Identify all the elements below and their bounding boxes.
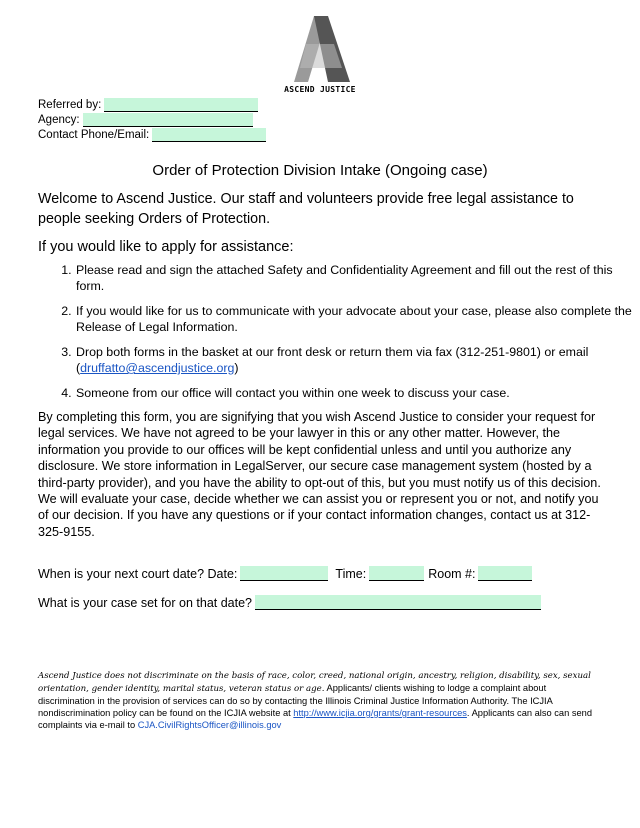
contact-field[interactable] xyxy=(152,128,266,142)
court-room-field[interactable] xyxy=(478,566,532,581)
case-purpose-label: What is your case set for on that date? xyxy=(38,596,253,610)
referred-by-field[interactable] xyxy=(104,98,258,112)
court-time-field[interactable] xyxy=(369,566,424,581)
agency-row xyxy=(38,113,253,127)
apply-heading: If you would like to apply for assistance: xyxy=(38,239,294,255)
case-purpose-row xyxy=(38,595,541,610)
agency-field[interactable] xyxy=(83,113,253,127)
court-date-field[interactable] xyxy=(240,566,328,581)
consent-paragraph: By completing this form, you are signifying that you wish Ascend Justice to consider your request for legal services. We have not agreed to be your lawyer in this or any other matter. However, the information you provide to our offices will be kept confidential unless and until you authorize any disclosure. We store information in LegalServer, our secure case management system (hosted by a third-party provider), and you have the ability to opt-out of this, but you must notify us of this decision. We will evaluate your case, decide whether we can assist you or represent you or not, and notify you of our decision. If you have any questions or if your contact information changes, contact us at 312-325-9155. xyxy=(38,410,601,539)
list-item: 2. If you would like for us to communicate with your advocate about your case, please also complete the Release of Legal Information. xyxy=(75,303,635,335)
page-title: Order of Protection Division Intake (Ongoing case) xyxy=(152,162,488,179)
org-name-logo-text: ASCEND JUSTICE xyxy=(284,85,356,94)
welcome-text: Welcome to Ascend Justice. Our staff and volunteers provide free legal assistance to people seeking Orders of Protection. xyxy=(38,191,574,227)
court-room-label: Room #: xyxy=(428,567,476,581)
list-item: 3. Drop both forms in the basket at our front desk or return them via fax (312-251-9801) or email (druffatto@ascendjustice.org) xyxy=(75,344,635,376)
case-purpose-field[interactable] xyxy=(255,595,541,610)
contact-row xyxy=(38,128,266,142)
icjia-url-link[interactable]: http://www.icjia.org/grants/grant-resources xyxy=(293,708,467,718)
list-item: 4. Someone from our office will contact you within one week to discuss your case. xyxy=(75,385,635,401)
referred-by-label: Referred by: xyxy=(38,99,102,111)
nondiscrimination-statement: Ascend Justice does not discriminate on the basis of race, color, creed, national origin, ancestry, religion, disability, sex, sexual orientation, gender identity, marital status, veteran status or age. xyxy=(38,671,591,694)
referred-by-row xyxy=(38,98,258,112)
civil-rights-email[interactable]: CJA.CivilRightsOfficer@illinois.gov xyxy=(137,720,282,730)
nondiscrimination-footer: Ascend Justice does not discriminate on the basis of race, color, creed, national origin, ancestry, religion, disability, sex, sexual orientation, gender identity, marital status, veteran status or age. Applicants/ clients wishing to lodge a complaint about discrimination in the provision of services can do so by contacting the Illinois Criminal Justice Information Authority. The ICJIA nondiscrimination policy can be found on the ICJIA website at http://www.icjia.org/grants/grant-resources. Applicants can also can send complaints via e-mail to CJA.CivilRightsOfficer@illinois.gov xyxy=(38,671,592,730)
list-item: 1. Please read and sign the attached Safety and Confidentiality Agreement and fill out the rest of this form. xyxy=(75,262,635,294)
agency-label: Agency: xyxy=(38,114,80,126)
court-date-label: When is your next court date? Date: xyxy=(38,567,238,581)
contact-label: Contact Phone/Email: xyxy=(38,129,150,141)
email-link[interactable]: druffatto@ascendjustice.org xyxy=(80,361,235,375)
court-time-label: Time: xyxy=(335,567,367,581)
court-date-row xyxy=(38,566,532,581)
instructions-list xyxy=(38,262,635,410)
ascend-justice-logo xyxy=(282,16,362,96)
